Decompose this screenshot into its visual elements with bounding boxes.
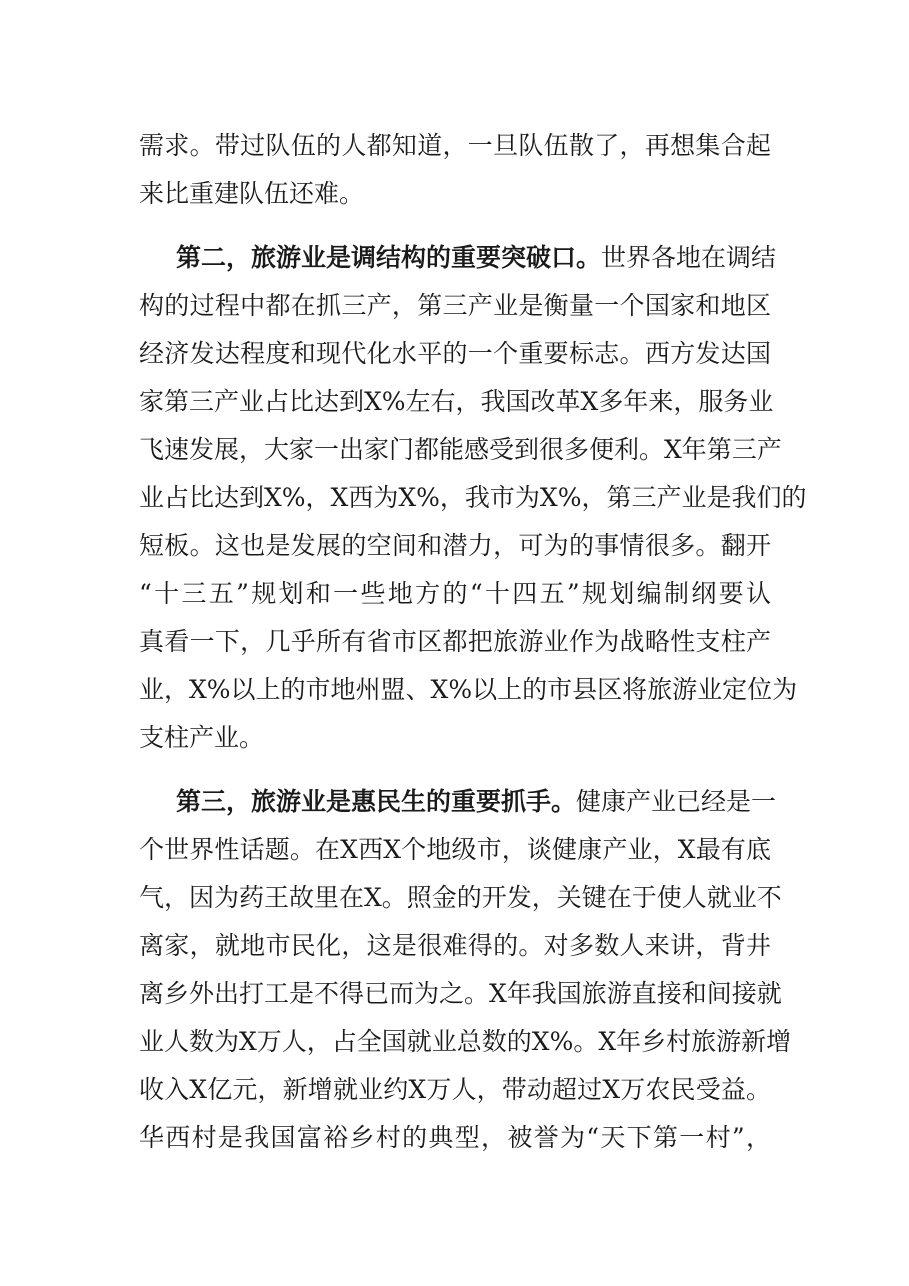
paragraph-2-line-6: 业占比达到X%，X西为X%，我市为X%，第三产业是我们的 xyxy=(139,483,807,512)
paragraph-3-line-1-text: 健康产业已经是一 xyxy=(576,787,777,816)
paragraph-3-line-8: 华西村是我国富裕乡村的典型，被誉为“天下第一村”， xyxy=(139,1123,771,1152)
paragraph-2-line-11: 支柱产业。 xyxy=(139,723,265,752)
paragraph-2-line-5: 飞速发展，大家一出家门都能感受到很多便利。X年第三产 xyxy=(139,435,782,464)
paragraph-2-line-1 xyxy=(176,238,777,278)
paragraph-3-heading: 第三，旅游业是惠民生的重要抓手。 xyxy=(176,787,577,816)
paragraph-1-line-1: 需求。带过队伍的人都知道，一旦队伍散了，再想集合起 xyxy=(139,131,771,160)
paragraph-2-line-1-text: 世界各地在调结 xyxy=(601,243,777,272)
paragraph-2-line-8: “十三五”规划和一些地方的“十四五”规划编制纲要认 xyxy=(139,579,771,608)
paragraph-2-line-7: 短板。这也是发展的空间和潜力，可为的事情很多。翻开 xyxy=(139,531,771,560)
paragraph-3-line-1 xyxy=(176,782,777,822)
paragraph-2-line-3: 经济发达程度和现代化水平的一个重要标志。西方发达国 xyxy=(139,339,771,368)
paragraph-2-line-9: 真看一下，几乎所有省市区都把旅游业作为战略性支柱产 xyxy=(139,627,771,656)
paragraph-3-line-4: 离家，就地市民化，这是很难得的。对多数人来讲，背井 xyxy=(139,931,771,960)
paragraph-2-line-2: 构的过程中都在抓三产，第三产业是衡量一个国家和地区 xyxy=(139,291,771,320)
paragraph-3-line-7: 收入X亿元，新增就业约X万人，带动超过X万农民受益。 xyxy=(139,1075,771,1104)
paragraph-3-line-5: 离乡外出打工是不得已而为之。X年我国旅游直接和间接就 xyxy=(139,979,782,1008)
paragraph-1-line-2: 来比重建队伍还难。 xyxy=(139,179,365,208)
paragraph-3-line-3: 气，因为药王故里在X。照金的开发，关键在于使人就业不 xyxy=(139,883,782,912)
paragraph-3-line-6: 业人数为X万人，占全国就业总数的X%。X年乡村旅游新增 xyxy=(139,1027,792,1056)
paragraph-2-heading: 第二，旅游业是调结构的重要突破口。 xyxy=(176,243,602,272)
paragraph-3-line-2: 个世界性话题。在X西X个地级市，谈健康产业，X最有底 xyxy=(139,835,771,864)
paragraph-2-line-10: 业，X%以上的市地州盟、X%以上的市县区将旅游业定位为 xyxy=(139,675,798,704)
paragraph-2-line-4: 家第三产业占比达到X%左右，我国改革X多年来，服务业 xyxy=(139,387,774,416)
